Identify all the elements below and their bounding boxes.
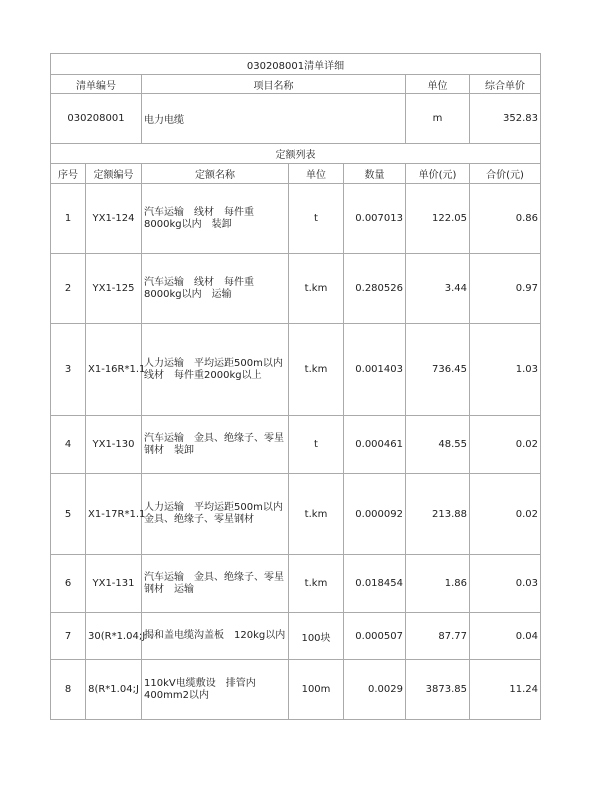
row-unit: t [289, 416, 344, 474]
row-code: X1-16R*1.1 [86, 324, 142, 416]
row-name: 汽车运输 金具、绝缘子、零星钢材 运输 [142, 555, 289, 613]
bill-unit: m [406, 94, 470, 144]
row-total: 1.03 [470, 324, 541, 416]
row-total: 0.03 [470, 555, 541, 613]
row-name: 汽车运输 金具、绝缘子、零星钢材 装卸 [142, 416, 289, 474]
row-code: 8(R*1.04;J [86, 660, 142, 720]
row-qty: 0.000092 [344, 474, 406, 555]
col-header-qty: 数量 [344, 164, 406, 184]
row-no: 2 [51, 254, 86, 324]
table-row [51, 555, 541, 613]
row-price: 1.86 [406, 555, 470, 613]
row-code: X1-17R*1.1 [86, 474, 142, 555]
col-header-unit: 单位 [289, 164, 344, 184]
row-code: YX1-130 [86, 416, 142, 474]
bill-detail-table [50, 53, 541, 720]
row-price: 213.88 [406, 474, 470, 555]
row-price: 48.55 [406, 416, 470, 474]
row-no: 3 [51, 324, 86, 416]
row-name: 110kV电缆敷设 排管内400mm2以内 [142, 660, 289, 720]
col-header-total: 合价(元) [470, 164, 541, 184]
row-no: 1 [51, 184, 86, 254]
col-header-no: 序号 [51, 164, 86, 184]
table-row [51, 254, 541, 324]
table-row [51, 660, 541, 720]
row-unit: t [289, 184, 344, 254]
row-price: 3873.85 [406, 660, 470, 720]
row-name: 人力运输 平均运距500m以内 线材 每件重2000kg以上 [142, 324, 289, 416]
row-total: 0.02 [470, 416, 541, 474]
table-row [51, 416, 541, 474]
row-qty: 0.000507 [344, 613, 406, 660]
row-no: 8 [51, 660, 86, 720]
quota-list-title: 定额列表 [51, 144, 541, 164]
row-name: 揭和盖电缆沟盖板 120kg以内 [142, 613, 289, 660]
col-header-name: 定额名称 [142, 164, 289, 184]
table-title: 030208001清单详细 [51, 54, 541, 75]
bill-code: 030208001 [51, 94, 142, 144]
row-unit: 100m [289, 660, 344, 720]
table-row [51, 613, 541, 660]
table-row [51, 324, 541, 416]
row-no: 4 [51, 416, 86, 474]
row-total: 0.02 [470, 474, 541, 555]
row-qty: 0.280526 [344, 254, 406, 324]
row-total: 0.97 [470, 254, 541, 324]
table-row [51, 474, 541, 555]
header-unit: 单位 [406, 75, 470, 94]
row-qty: 0.000461 [344, 416, 406, 474]
row-code: YX1-125 [86, 254, 142, 324]
row-price: 122.05 [406, 184, 470, 254]
row-name: 人力运输 平均运距500m以内 金具、绝缘子、零星钢材 [142, 474, 289, 555]
header-item-name: 项目名称 [142, 75, 406, 94]
bill-price: 352.83 [470, 94, 541, 144]
row-price: 3.44 [406, 254, 470, 324]
row-unit: t.km [289, 474, 344, 555]
row-no: 7 [51, 613, 86, 660]
row-name: 汽车运输 线材 每件重8000kg以内 运输 [142, 254, 289, 324]
row-qty: 0.0029 [344, 660, 406, 720]
row-unit: t.km [289, 254, 344, 324]
col-header-price: 单价(元) [406, 164, 470, 184]
row-code: 30(R*1.04;J [86, 613, 142, 660]
row-price: 87.77 [406, 613, 470, 660]
row-unit: t.km [289, 324, 344, 416]
col-header-code: 定额编号 [86, 164, 142, 184]
bill-name: 电力电缆 [142, 94, 406, 144]
row-unit: t.km [289, 555, 344, 613]
row-qty: 0.001403 [344, 324, 406, 416]
row-total: 11.24 [470, 660, 541, 720]
row-price: 736.45 [406, 324, 470, 416]
row-no: 5 [51, 474, 86, 555]
header-unit-price: 综合单价 [470, 75, 541, 94]
row-total: 0.04 [470, 613, 541, 660]
row-qty: 0.007013 [344, 184, 406, 254]
row-code: YX1-124 [86, 184, 142, 254]
row-qty: 0.018454 [344, 555, 406, 613]
row-code: YX1-131 [86, 555, 142, 613]
table-row [51, 184, 541, 254]
row-name: 汽车运输 线材 每件重8000kg以内 装卸 [142, 184, 289, 254]
row-no: 6 [51, 555, 86, 613]
row-unit: 100块 [289, 613, 344, 660]
row-total: 0.86 [470, 184, 541, 254]
header-bill-code: 清单编号 [51, 75, 142, 94]
